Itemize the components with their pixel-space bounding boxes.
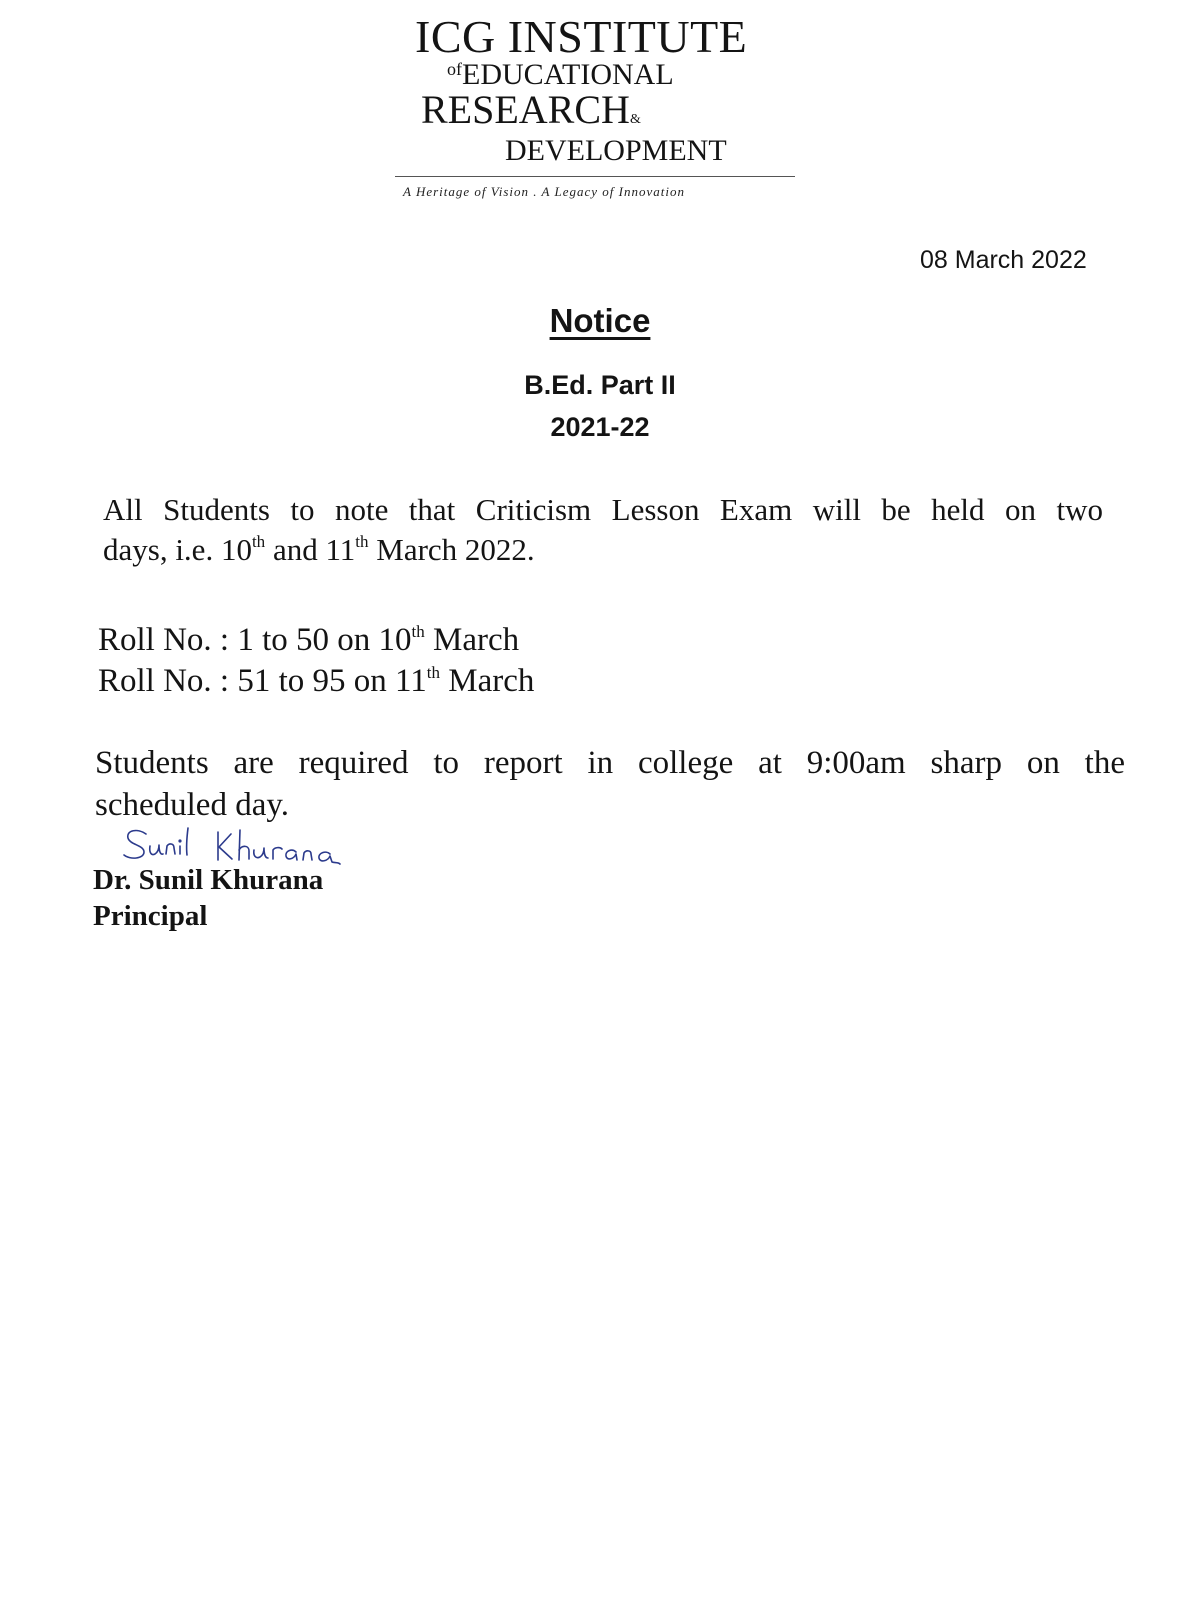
logo-educational-text: EDUCATIONAL [462, 58, 674, 91]
signatory-name: Dr. Sunil Khurana [93, 864, 324, 896]
logo-line-institute: ICG INSTITUTE [415, 11, 748, 62]
logo-line-educational [447, 60, 674, 90]
ordinal-suffix: th [411, 622, 425, 641]
para1-text-a: days, i.e. 10 [103, 532, 252, 567]
signatory-title: Principal [93, 900, 208, 932]
session-year: 2021-22 [550, 412, 650, 442]
notice-heading [0, 302, 1200, 340]
logo-line-research [421, 87, 641, 132]
roll2-text-a: Roll No. : 51 to 95 on 11 [98, 663, 427, 699]
logo-tagline: A Heritage of Vision . A Legacy of Innovation [403, 184, 685, 199]
roll1-text-a: Roll No. : 1 to 50 on 10 [98, 622, 412, 658]
ordinal-suffix: th [426, 663, 441, 682]
notice-paragraph-exam [103, 490, 1103, 570]
logo-line-development: DEVELOPMENT [505, 134, 727, 167]
para1-text-c: March 2022. [368, 532, 535, 567]
logo-ampersand: & [629, 112, 641, 127]
roll1-text-b: March [424, 622, 520, 658]
para1-text-b: and 11 [265, 532, 356, 567]
course-name: B.Ed. Part II [524, 370, 676, 400]
roll2-text-b: March [440, 663, 535, 699]
institute-logo [395, 10, 805, 200]
notice-date: 08 March 2022 [920, 246, 1087, 274]
logo-research-text: RESEARCH [421, 87, 630, 132]
notice-title-text: Notice [549, 302, 651, 339]
ordinal-suffix: th [355, 532, 369, 551]
logo-of: of [447, 59, 462, 79]
roll-schedule-day1 [98, 622, 519, 659]
para2-line1: Students are required to report in college at 9:00am sharp on the [95, 745, 1125, 781]
logo-divider [395, 176, 795, 177]
para2-line2: scheduled day. [95, 787, 289, 823]
ordinal-suffix: th [251, 532, 266, 551]
para1-line1: All Students to note that Criticism Lesson Exam will be held on two [103, 492, 1103, 527]
para1-line2 [103, 532, 535, 567]
roll-schedule-day2 [98, 663, 534, 700]
notice-paragraph-reporting [95, 742, 1125, 826]
